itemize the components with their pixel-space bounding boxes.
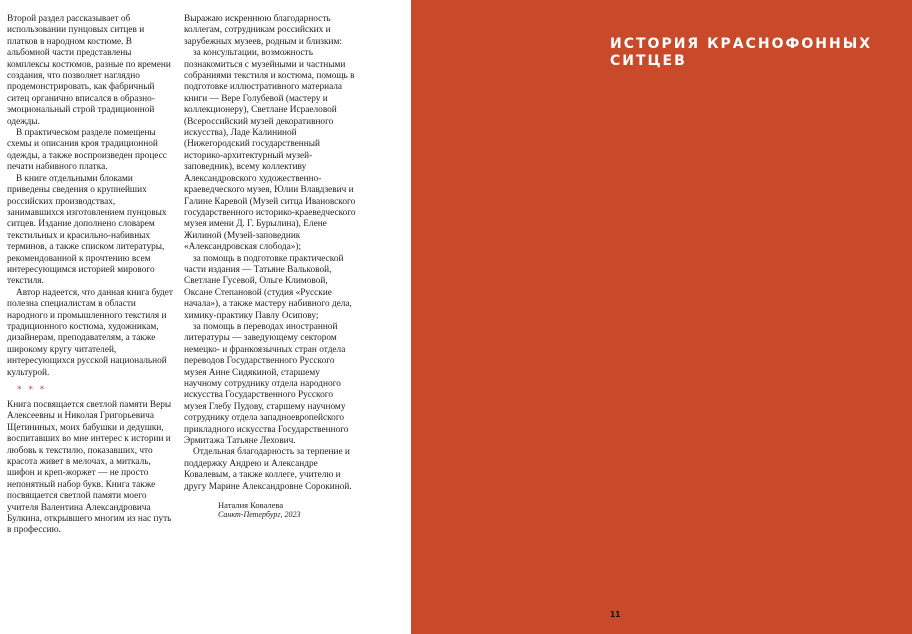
- page-number: 11: [610, 610, 621, 619]
- text-column-2: [184, 14, 356, 520]
- paragraph: Выражаю искреннюю благодарность коллегам, сотрудникам российских и зарубежных музеев, родным и близким:: [184, 14, 342, 47]
- chapter-title-line-2: СИТЦЕВ: [610, 53, 687, 69]
- signature-block: [184, 500, 356, 520]
- paragraph: за помощь в подготовке практической части издания — Татьяне Вальковой, Светлане Гусевой, Ольге Климовой, Оксане Степановой (студия «Русские начала»), а также мастеру набивного дела, химику-практику Павлу Осипову;: [184, 253, 352, 321]
- right-page: [411, 0, 912, 634]
- paragraph: В практическом разделе помещены схемы и описания кроя традиционной одежды, а также воспроизведен процесс печати набивного платка.: [7, 128, 167, 173]
- paragraph: Автор надеется, что данная книга будет полезна специалистам в области народного и промышленного текстиля и традиционного костюма, художникам, дизайнерам, преподавателям, а также широкому кругу читателей, интересующихся русской национальной культурой.: [7, 287, 173, 378]
- signature-place-date: Санкт-Петербург, 2023: [218, 510, 301, 520]
- paragraph: за консультации, возможность познакомиться с музейными и частными собраниями текстиля и костюма, помощь в подготовке иллюстративного материала книги — Вере Голубевой (мастеру и коллекционеру), Светлане Исраеловой (Всероссийский музей декоративного искусства), Ладе Калининой (Нижегородский государственный историко-архитектурный музей-заповедник), всему коллективу Александровского художественно-краеведческого музея, Юлии Влавдзевич и Галине Каревой (Музей ситца Ивановского государственного историко-краеведческого музея имени Д. Г. Бурылина), Елене Жилиной (Музей-заповедник «Александровская слобода»);: [184, 48, 356, 253]
- text-column-1: [7, 14, 174, 537]
- paragraph: Отдельная благодарность за терпение и поддержку Андрею и Александре Ковалевым, а также коллеге, учителю и другу Марине Александровне Сорокиной.: [184, 447, 352, 492]
- left-page: [0, 0, 411, 634]
- paragraph: за помощь в переводах иностранной литературы — заведующему сектором немецко- и франкоязычных стран отдела переводов Государственного Русского музея Анне Сидякиной, старшему научному сотруднику отдела народного искусства Государственного Русского музея Глебу Пудову, старшему научному сотруднику отдела западноевропейского прикладного искусства Государственного Эрмитажа Татьяне Лехович.: [184, 321, 349, 447]
- paragraph: В книге отдельными блоками приведены сведения о крупнейших российских производствах, занимавшихся изготовлением пунцовых ситцев. Издание дополнено словарем текстильных и красильно-набивных терминов, а также списком литературы, рекомендованной к прочтению всем интересующимся историей мирового текстиля.: [7, 173, 167, 287]
- section-divider-stars: * * *: [17, 385, 47, 395]
- paragraph: Второй раздел рассказывает об использовании пунцовых ситцев и платков в народном костюме. В альбомной части представлены комплексы костюмов, разные по времени создания, что позволяет наглядно продемонстрировать, как фабричный ситец органично вписался в образно-эмоциональный строй традиционной одежды.: [7, 14, 171, 127]
- dedication-paragraph: Книга посвящается светлой памяти Веры Алексеевны и Николая Григорьевича Щетининых, моих бабушки и дедушки, воспитавших во мне интерес к истории и любовь к текстилю, показавших, что красота живет в мелочах, а миткаль, шифон и креп-жоржет — не просто непонятный набор букв. Книга также посвящается светлой памяти моего учителя Валентина Александровича Булкина, открывшего многим из нас путь в профессию.: [7, 400, 172, 536]
- chapter-title-line-1: ИСТОРИЯ КРАСНОФОННЫХ: [610, 36, 873, 52]
- author-name: Наталия Ковалева: [218, 500, 284, 511]
- chapter-title: [610, 36, 890, 70]
